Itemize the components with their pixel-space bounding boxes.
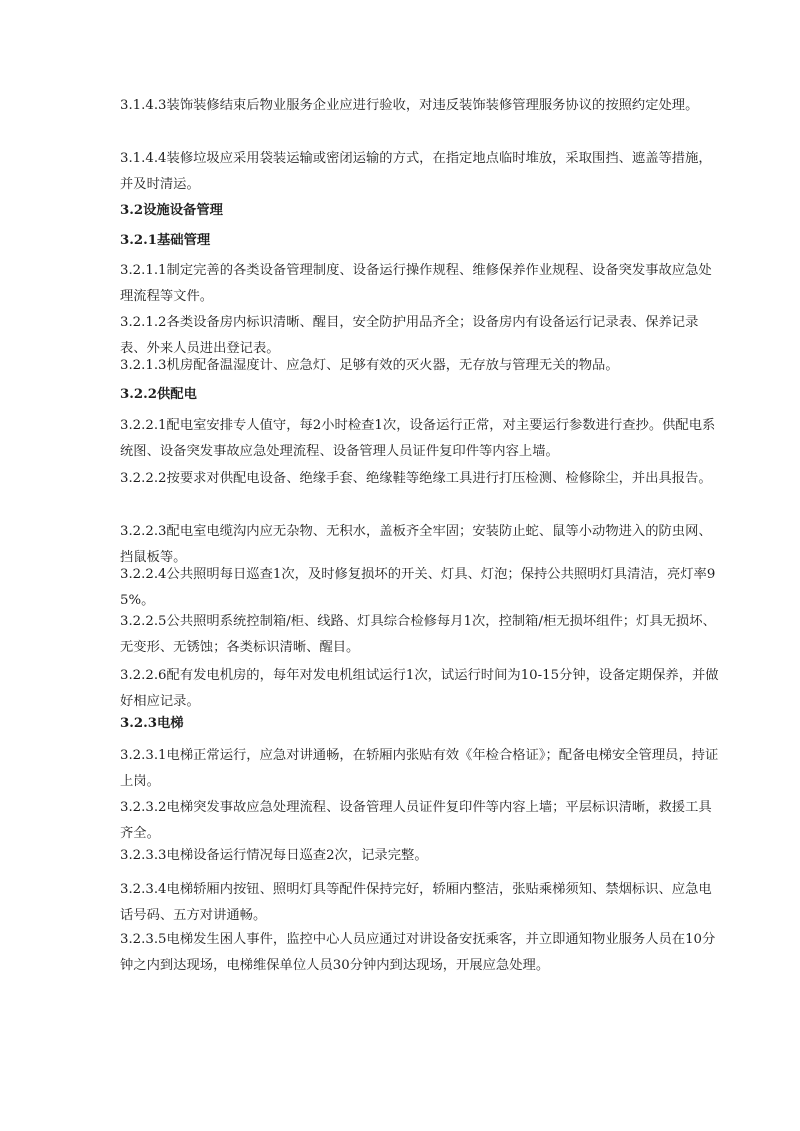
heading-3-2-1: 3.2.1基础管理 xyxy=(120,233,211,248)
para-3-2-2-1: 3.2.2.1配电室安排专人值守，每2小时检查1次，设备运行正常，对主要运行参数进行查抄。供配电系统图、设备突发事故应急处理流程、设备管理人员证件复印件等内容上墙。 xyxy=(120,418,716,459)
para-3-2-1-3: 3.2.1.3机房配备温湿度计、应急灯、足够有效的灭火器，无存放与管理无关的物品。 xyxy=(120,358,619,373)
para-3-2-3-1: 3.2.3.1电梯正常运行，应急对讲通畅，在轿厢内张贴有效《年检合格证》；配备电梯安全管理员，持证上岗。 xyxy=(120,748,719,789)
heading-3-2-3: 3.2.3电梯 xyxy=(120,716,184,731)
para-3-2-1-2: 3.2.1.2各类设备房内标识清晰、醒目，安全防护用品齐全；设备房内有设备运行记录表、保养记录表、外来人员进出登记表。 xyxy=(120,315,699,356)
para-3-2-2-5: 3.2.2.5公共照明系统控制箱/柜、线路、灯具综合检修每月1次，控制箱/柜无损坏组件；灯具无损坏、无变形、无锈蚀；各类标识清晰、醒目。 xyxy=(120,614,716,655)
para-3-2-2-2: 3.2.2.2按要求对供配电设备、绝缘手套、绝缘鞋等绝缘工具进行打压检测、检修除尘，并出具报告。 xyxy=(120,471,712,486)
para-3-1-4-4: 3.1.4.4装修垃圾应采用袋装运输或密闭运输的方式，在指定地点临时堆放，采取围挡、遮盖等措施，并及时清运。 xyxy=(120,151,712,192)
para-3-2-2-4: 3.2.2.4公共照明每日巡查1次，及时修复损坏的开关、灯具、灯泡；保持公共照明灯具清洁，亮灯率95%。 xyxy=(120,567,716,608)
para-3-1-4-3: 3.1.4.3装饰装修结束后物业服务企业应进行验收，对违反装饰装修管理服务协议的按照约定处理。 xyxy=(120,98,699,113)
para-3-2-1-1: 3.2.1.1制定完善的各类设备管理制度、设备运行操作规程、维修保养作业规程、设备突发事故应急处理流程等文件。 xyxy=(120,263,712,304)
para-3-2-3-5: 3.2.3.5电梯发生困人事件，监控中心人员应通过对讲设备安抚乘客，并立即通知物业服务人员在10分钟之内到达现场，电梯维保单位人员30分钟内到达现场，开展应急处理。 xyxy=(120,932,716,973)
heading-3-2-2: 3.2.2供配电 xyxy=(120,387,197,402)
para-3-2-2-6: 3.2.2.6配有发电机房的，每年对发电机组试运行1次，试运行时间为10-15分钟，设备定期保养，并做好相应记录。 xyxy=(120,668,719,709)
para-3-2-3-4: 3.2.3.4电梯轿厢内按钮、照明灯具等配件保持完好，轿厢内整洁，张贴乘梯须知、禁烟标识、应急电话号码、五方对讲通畅。 xyxy=(120,882,712,923)
para-3-2-3-3: 3.2.3.3电梯设备运行情况每日巡查2次，记录完整。 xyxy=(120,848,428,863)
para-3-2-3-2: 3.2.3.2电梯突发事故应急处理流程、设备管理人员证件复印件等内容上墙；平层标识清晰，救援工具齐全。 xyxy=(120,800,712,841)
heading-3-2: 3.2设施设备管理 xyxy=(120,203,223,218)
para-3-2-2-3: 3.2.2.3配电室电缆沟内应无杂物、无积水，盖板齐全牢固；安装防止蛇、鼠等小动物进入的防虫网、挡鼠板等。 xyxy=(120,524,712,565)
